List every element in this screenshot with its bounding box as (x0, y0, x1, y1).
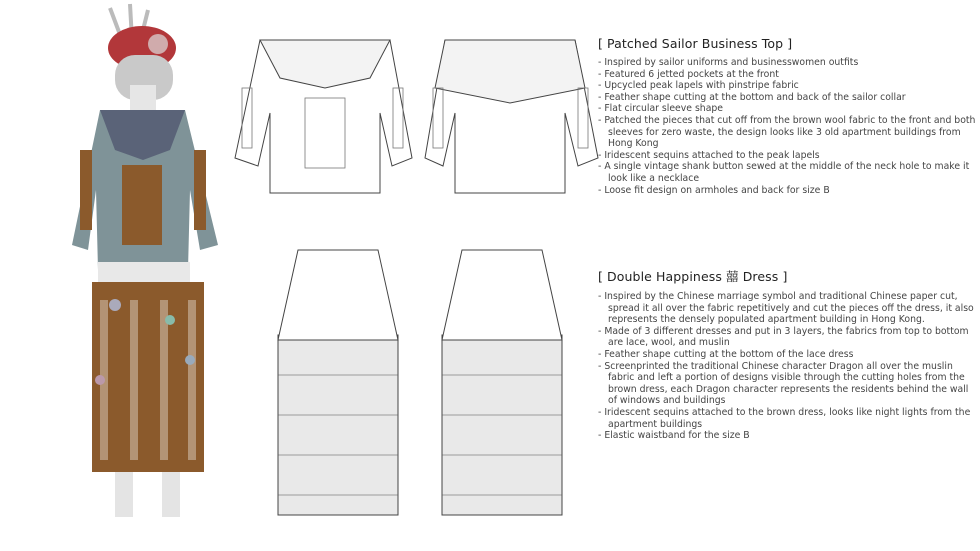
top-description (598, 36, 978, 196)
legs (115, 472, 180, 517)
list-item: - Feather shape cutting at the bottom of the lace dress (598, 349, 978, 361)
dress-description (598, 267, 978, 442)
list-item: - Made of 3 different dresses and put in 3 layers, the fabrics from top to bottom are lace, wool, and muslin (598, 326, 978, 349)
list-item: - Featured 6 jetted pockets at the front (598, 69, 978, 81)
dress-title: [ Double Happiness 囍 Dress ] (598, 269, 788, 284)
list-item: - Inspired by the Chinese marriage symbol and traditional Chinese paper cut, spread it all over the fabric repetitively and cut the pieces off the dress, it also represents the densely populated apartment building in Hong Kong. (598, 291, 978, 326)
list-item: - Iridescent sequins attached to the peak lapels (598, 150, 978, 162)
list-item: - A single vintage shank button sewed at the middle of the neck hole to make it look like a necklace (598, 161, 978, 184)
list-item: - Inspired by sailor uniforms and businesswomen outfits (598, 57, 978, 69)
list-item: - Loose fit design on armholes and back for size B (598, 185, 978, 197)
list-item: - Elastic waistband for the size B (598, 430, 978, 442)
top-flat-sketches (230, 28, 602, 203)
list-item: - Iridescent sequins attached to the brown dress, looks like night lights from the apartment buildings (598, 407, 978, 430)
top-garment (72, 110, 218, 282)
list-item: - Flat circular sleeve shape (598, 103, 978, 115)
list-item: - Patched the pieces that cut off from the brown wool fabric to the front and both sleeves for zero waste, the design looks like 3 old apartment buildings from Hong Kong (598, 115, 978, 150)
model-render-illustration (60, 0, 230, 551)
dress-back-flat (442, 335, 562, 515)
dress-flat-sketches (270, 245, 590, 525)
dress-garment (92, 282, 204, 472)
dress-front-flat (278, 335, 398, 515)
list-item: - Feather shape cutting at the bottom and back of the sailor collar (598, 92, 978, 104)
list-item: - Screenprinted the traditional Chinese character Dragon all over the muslin fabric and left a portion of designs visible through the cutting holes from the brown dress, each Dragon character represents the residents behind the wall of windows and buildings (598, 361, 978, 407)
list-item: - Upcycled peak lapels with pinstripe fabric (598, 80, 978, 92)
top-title: [ Patched Sailor Business Top ] (598, 36, 793, 51)
